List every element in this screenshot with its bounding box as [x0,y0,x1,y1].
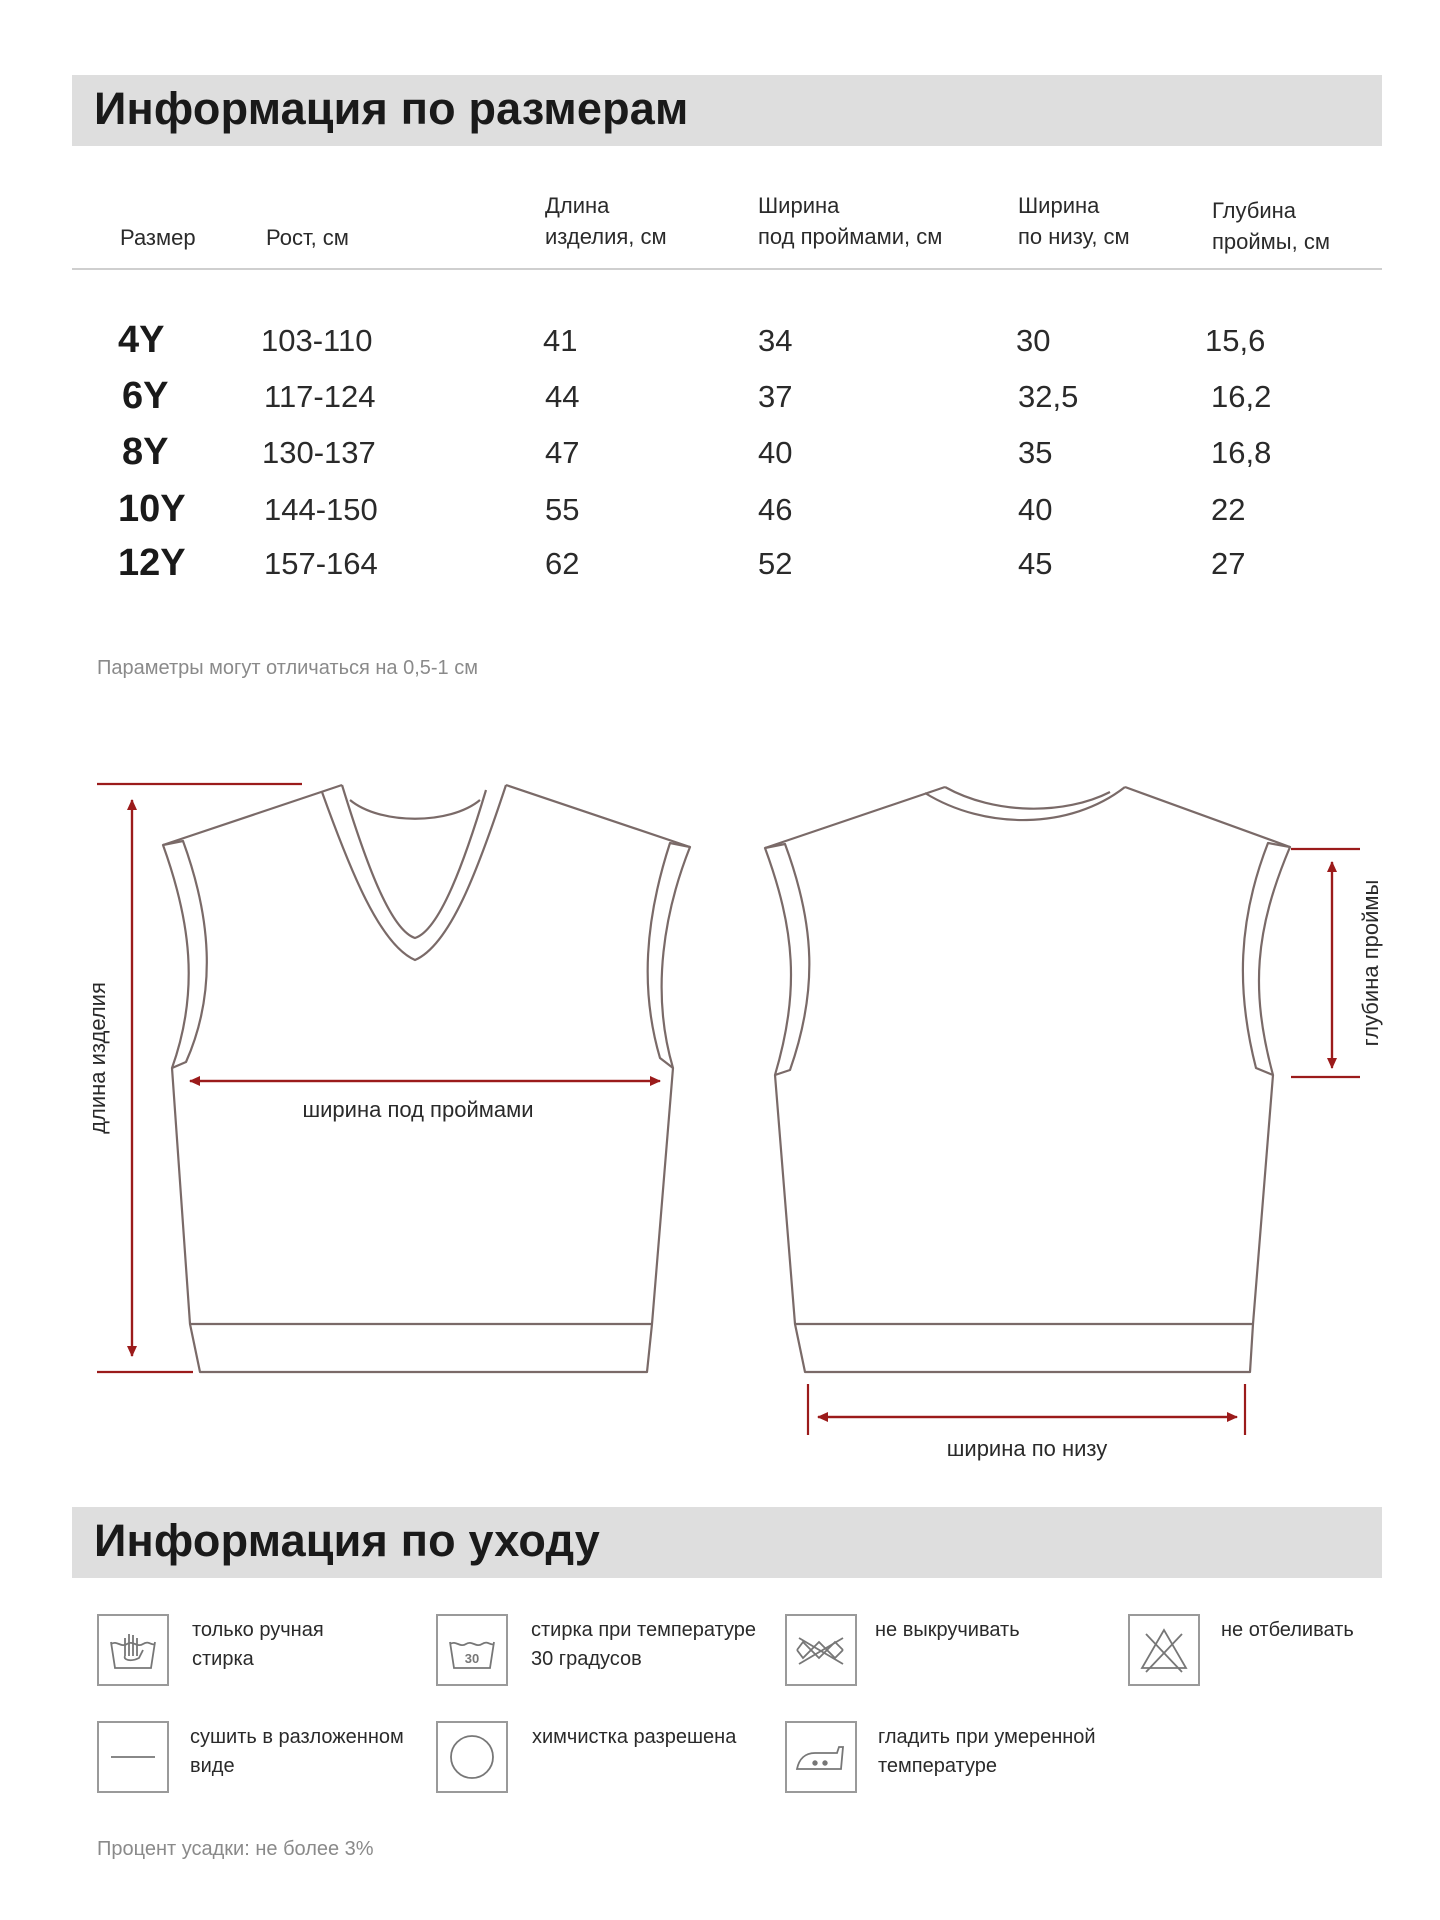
care-text-no-bleach [1221,1616,1440,1645]
header-bottom-line2: по низу, см [1018,224,1130,249]
vest-front [163,785,690,1372]
table-cell: 15,6 [1205,323,1266,358]
table-cell: 35 [1018,435,1053,470]
table-cell: 46 [758,492,793,527]
bottom-label: ширина по низу [946,1436,1108,1461]
armhole-label: глубина проймы [1358,879,1383,1047]
care-text-line: 30 градусов [531,1648,642,1670]
care-text-line: стирка [192,1648,254,1670]
dry-clean-icon [436,1721,508,1793]
header-length-line2: изделия, см [545,224,667,249]
table-cell: 52 [758,546,793,581]
care-text-line: температуре [878,1755,997,1777]
vest-front-outline [163,785,690,1372]
table-cell: 40 [1018,492,1053,527]
care-text-dry-clean [532,1723,772,1752]
size-label: 4Y [118,319,165,361]
table-row [0,542,1440,602]
table-cell: 144-150 [264,492,378,527]
care-text-line: виде [190,1755,235,1777]
table-cell: 32,5 [1018,379,1079,414]
vest-front-neck-back [350,800,480,819]
size-label: 12Y [118,542,186,584]
header-chest [758,190,942,252]
table-cell: 16,8 [1211,435,1272,470]
table-cell: 37 [758,379,793,414]
do-not-wring-icon [785,1614,857,1686]
header-height-line: Рост, см [266,225,349,250]
table-cell: 27 [1211,546,1246,581]
table-cell: 47 [545,435,580,470]
table-cell: 130-137 [262,435,376,470]
table-cell: 157-164 [264,546,378,581]
vest-front-left-armband [163,841,207,1068]
vest-front-right-armband [648,843,690,1068]
table-cell: 41 [543,323,578,358]
length-dimension [97,784,302,1372]
header-armhole-line2: проймы, см [1212,229,1330,254]
do-not-bleach-icon [1128,1614,1200,1686]
header-chest-line1: Ширина [758,193,840,218]
header-bottom [1018,190,1130,252]
wash-temp-text: 30 [464,1651,480,1666]
header-length-line1: Длина [545,193,610,218]
vest-back-neck-inner [945,787,1110,809]
table-cell: 34 [758,323,793,358]
care-text-wash-30 [531,1616,771,1674]
table-cell: 22 [1211,492,1246,527]
table-cell: 103-110 [261,323,373,358]
header-size-line: Размер [120,225,196,250]
vest-back-left-armband [765,844,809,1075]
table-cell: 40 [758,435,793,470]
care-text-dry-flat [190,1723,430,1781]
vest-back-right-armband [1243,843,1290,1075]
chest-label: ширина под проймами [302,1097,534,1122]
table-cell: 30 [1016,323,1051,358]
care-text-line: только ручная [192,1619,324,1641]
care-text-line: химчистка разрешена [532,1726,737,1748]
care-text-hand-wash [192,1616,432,1674]
header-length [545,190,667,252]
wash-30-icon [436,1614,508,1686]
table-cell: 117-124 [264,379,376,414]
table-row [0,488,1440,548]
table-cell: 45 [1018,546,1053,581]
care-text-line: не отбеливать [1221,1619,1354,1641]
table-cell: 44 [545,379,580,414]
care-text-line: не выкручивать [875,1619,1020,1641]
armhole-dimension [1291,849,1360,1077]
table-row [0,319,1440,379]
care-text-line: стирка при температуре [531,1619,756,1641]
vest-back-outline [765,787,1290,1372]
size-label: 6Y [122,375,169,417]
header-chest-line2: под проймами, см [758,224,943,249]
table-row [0,431,1440,491]
care-text-iron [878,1723,1118,1781]
table-cell: 62 [545,546,580,581]
length-label: длина изделия [85,982,110,1134]
care-info-title: Информация по уходу [94,1515,600,1566]
table-row [0,375,1440,435]
table-cell: 55 [545,492,580,527]
header-height [266,222,349,253]
bottom-dimension [808,1384,1245,1435]
size-label: 8Y [122,431,169,473]
header-divider [72,268,1382,270]
care-text-line: гладить при умеренной [878,1726,1096,1748]
header-armhole [1212,195,1330,257]
care-text-no-wring [875,1616,1115,1645]
hand-wash-icon [97,1614,169,1686]
header-size [120,222,196,253]
header-armhole-line1: Глубина [1212,198,1297,223]
table-cell: 16,2 [1211,379,1272,414]
vest-back [765,787,1290,1372]
care-text-line: сушить в разложенном [190,1726,404,1748]
size-info-banner [72,75,1382,146]
dry-flat-icon [97,1721,169,1793]
header-bottom-line1: Ширина [1018,193,1100,218]
garment-diagrams [0,760,1440,1480]
care-info-banner [72,1507,1382,1578]
params-note: Параметры могут отличаться на 0,5-1 см [97,657,478,679]
shrinkage-note: Процент усадки: не более 3% [97,1838,374,1860]
size-info-title: Информация по размерам [94,83,689,134]
size-label: 10Y [118,488,186,530]
iron-medium-icon [785,1721,857,1793]
